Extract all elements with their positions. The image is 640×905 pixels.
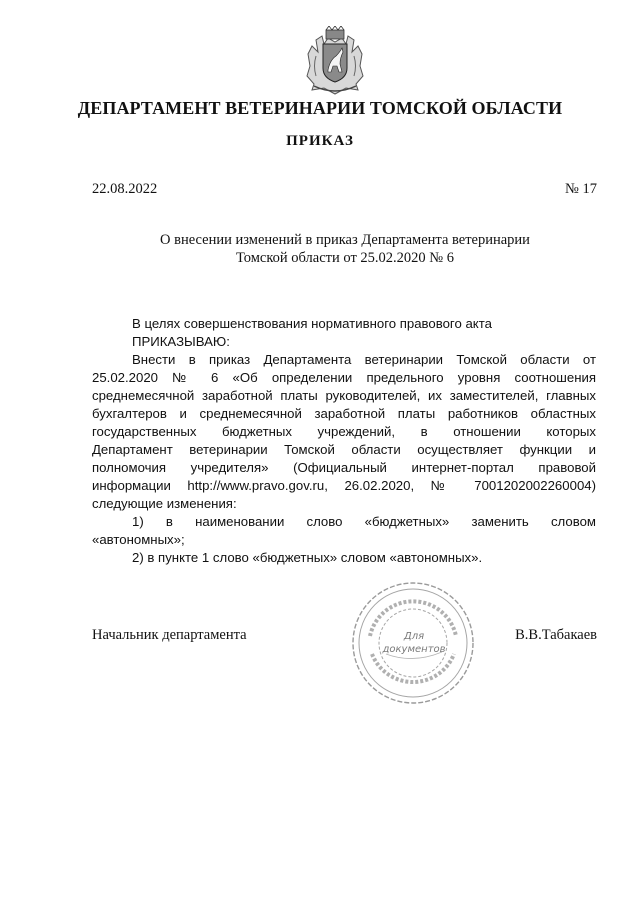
order-body xyxy=(92,315,596,567)
stamp-center-text xyxy=(374,630,454,656)
order-subject xyxy=(92,231,598,267)
paragraph-line: 25.02.2020 № 6 «Об определении предельного уровня соотношения xyxy=(92,370,596,385)
subject-line: Томской области от 25.02.2020 № 6 xyxy=(236,250,454,266)
paragraph-line: бухгалтеров и среднемесячной заработной платы работников областных xyxy=(92,406,596,421)
stamp-text-line: документов xyxy=(382,644,446,655)
department-title: ДЕПАРТАМЕНТ ВЕТЕРИНАРИИ ТОМСКОЙ ОБЛАСТИ xyxy=(77,98,563,118)
order-date: 22.08.2022 xyxy=(92,181,158,197)
paragraph-line: государственных бюджетных учреждений, в отношении которых xyxy=(92,424,596,439)
signatory-role: Начальник департамента xyxy=(92,627,247,643)
stamp-text-line: Для xyxy=(403,631,425,642)
amendment-item-1: 1) в наименовании слово «бюджетных» заменить словом xyxy=(132,514,596,529)
amendment-item-2: 2) в пункте 1 слово «бюджетных» словом «автономных». xyxy=(132,550,483,565)
paragraph-line: Внести в приказ Департамента ветеринарии Томской области от xyxy=(132,352,596,367)
amendment-item-1-continued: «автономных»; xyxy=(92,532,185,547)
paragraph-line: информации http://www.pravo.gov.ru, 26.02.2020, № 7001202002260004) xyxy=(92,478,596,493)
subject-line: О внесении изменений в приказ Департамента ветеринарии xyxy=(160,232,530,248)
order-number: № 17 xyxy=(565,181,597,197)
paragraph-line: среднемесячной заработной платы руководителей, их заместителей, главных xyxy=(92,388,596,403)
paragraph-line: следующие изменения: xyxy=(92,496,237,511)
paragraph-line: Департамент ветеринарии Томской области осуществляет функции и xyxy=(92,442,596,457)
signatory-name: В.В.Табакаев xyxy=(515,627,597,643)
document-type-title: ПРИКАЗ xyxy=(286,133,354,149)
paragraph-line: полномочия учредителя» (Официальный интернет-портал правовой xyxy=(92,460,596,475)
purpose-line: В целях совершенствования нормативного правового акта xyxy=(132,316,492,331)
coat-of-arms-emblem xyxy=(304,26,366,98)
order-word: ПРИКАЗЫВАЮ: xyxy=(132,334,230,349)
